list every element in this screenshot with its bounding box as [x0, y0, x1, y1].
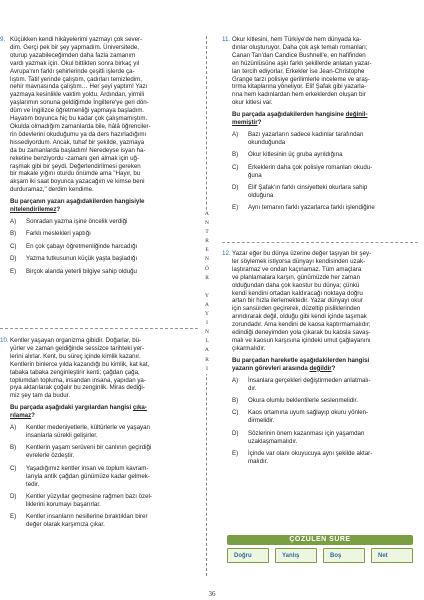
option[interactable]: A) Bazı yazarların sadece kadınlar tarafından okunduğunda	[232, 130, 364, 146]
question-text: Okur kitlesini, hem Türkiye'de hem dünyada ka- dınlar oluşturuyor. Daha çok aşk temalı romanları; Canan Tan'dan Candice Bushnell'e, en hafifinden en hüzünlüsüne aşkı farklı şekillerde anlatan yazar- ları tercih ediyorlar. Erkekler ise Jean-Christophe Grange tarzı polisiye gerilimlerle inceleme ve araş- tırma kitaplarına yöneliyor. Elif Şafak gibi yazarla- rına hem kadınlardan hem erkeklerden oluşan bir okur kitlesi var.	[232, 36, 372, 107]
question-divider	[222, 242, 418, 243]
question-stem: Bu parçada aşağıdakilerden hangisine değinil- memiştir?	[232, 111, 368, 127]
options-list	[232, 377, 418, 466]
option[interactable]: C) En çok çabayı öğretmenliğinde harcadığı	[10, 242, 138, 250]
option[interactable]: D) Sözlerinin önem kazanması için yaşamdan uzaklaşmamalıdır.	[232, 429, 365, 445]
option[interactable]: B) Farklı meslekleri yaptığı	[10, 230, 91, 238]
question-11	[222, 36, 418, 217]
option[interactable]: D) Elif Şafak'ın farklı cinsiyetteki okurlara sahip olduğuna	[232, 184, 368, 199]
question-text: Küçükken kendi hikâyelerimi yazmayı çok sever- dim. Gerçi pek bir şey yapmadım. Üniversitede, oturup yazabileceğimden daha fazla zamanım vardı yazmak için. Okul bittikten sonra birkaç yıl Avrupa'nın farklı şehirlerinde çeşitli işlerde ça- lıştım. Tatil yerinde çalıştım, çadırları temizledim, nehir mavnasında çalıştım… Her şeyi yaptım! Yazı yazmaya kesinlikle vaktim yoktu. Ardından, yirmili yaşlarımın sonuna geldiğimde İngiltere'ye geri dön- düm ve İngilizce öğretmenliği yapmaya başladım. Hayatım boyunca hiç bu kadar çok çalışmamıştım. Okulda olmadığım zamanlarda bile, hâlâ öğrenciler- rin ödevlerini okuduğumu ya da ders hazırladığımı hissediyordum. Ancak, tuhaf bir şekilde, yazmaya da bu zamanlarda başladım! Neredeyse isyan ha- reketine benziyordu -zamanı geri almak için uğ- raşmak gibi bir şeydi. Değerlendirilmesi gereken bir makale yığını oturdu önümde ama "Hayır, bu akşam iki saat boyunca yazacağım ve kimse beni durduramaz," derdim kendime.	[10, 36, 151, 194]
solved-time-panel	[225, 535, 415, 565]
empty-count-box[interactable]: Boş	[323, 548, 365, 563]
question-divider	[0, 328, 198, 329]
wrong-count-box[interactable]: Yanlış	[275, 548, 317, 563]
publisher-vertical-label: A N T R E N Ö R Y A Y I N L A R I	[202, 210, 212, 374]
option[interactable]: E) İçinde var olanı okuyucuya aynı şekilde aktar- malıdır.	[232, 449, 373, 465]
question-number: 11.	[222, 36, 231, 43]
option[interactable]: C) Kaos ortamına uyum sağlayıp okuru yönlen- dirmelidir.	[232, 409, 369, 425]
question-number: 12.	[222, 250, 231, 257]
option[interactable]: B) Okura olumlu beklentilerle seslenmelidir.	[232, 396, 358, 404]
score-boxes	[227, 548, 413, 563]
question-text: Kentler yaşayan organizma gibidir. Doğarlar, bü- yürler ve zaman geldiğinde sessizce tarihteki yer- lerini alırlar. Kent, bu süreç içinde kimlik kazanır. Kentlerin binlerce yılda kazandığı bu kimlik, kat kat, tabaka tabaka zenginleştirir kenti; çağdan çağa, toplumdan topluma, insandan insana, yapıdan ya- pıya aktarılarak çoğalır bu zenginlik. Miras dediği- miz şey tam da budur.	[10, 337, 150, 400]
option[interactable]: B) Okur kitlesinin üç gruba ayrıldığına	[232, 151, 343, 159]
option[interactable]: C) Erkeklerin daha çok polisiye romanları okudu- ğuna	[232, 163, 373, 179]
option[interactable]: C) Yaşadığımız kentler insan ve toplum kavram- larıyla antik çağdan günümüze kadar gelmek- tedir.	[10, 464, 150, 488]
solved-time-title: ÇÖZÜLEN SÜRE	[227, 535, 413, 545]
option[interactable]: E) Aynı temanın farklı yazarlarca farklı işlendiğine	[232, 204, 375, 212]
option[interactable]: A) Sonradan yazma işine öncelik verdiği	[10, 217, 128, 225]
options-list	[10, 218, 198, 276]
question-number: 9.	[0, 36, 6, 43]
question-stem: Bu parçanın yazarı aşağıdakilerden hangisiyle nitelendirilemez?	[10, 198, 145, 214]
question-stem: Bu parçada aşağıdaki yargılardan hangisi çıka- rılamaz?	[10, 404, 147, 420]
question-9	[0, 36, 198, 280]
option[interactable]: A) İnsanlara gerçekleri değiştirmeden anlatmalı- dır.	[232, 376, 371, 392]
options-list	[10, 424, 198, 529]
option[interactable]: D) Yazma tutkusunun küçük yaşta başladığı	[10, 255, 138, 263]
question-12	[222, 250, 418, 470]
correct-count-box[interactable]: Doğru	[227, 548, 269, 563]
question-10	[0, 337, 198, 534]
net-count-box[interactable]: Net	[371, 548, 413, 563]
option[interactable]: E) Birçok alanda yeterli bilgiye sahip olduğu	[10, 267, 137, 275]
option[interactable]: A) Kentler medeniyetlerle, kültürlerle ve yaşayan insanlarla sürekli gelişirler.	[10, 424, 150, 439]
question-stem: Bu parçadan hareketle aşağıdakilerden hangisi yazarın görevleri arasında değildir?	[232, 356, 370, 372]
question-number: 10.	[0, 337, 9, 344]
page-number: 36	[208, 590, 216, 598]
options-list	[232, 131, 418, 212]
option[interactable]: E) Kentler insanların nesillerine bıraktıkları birer değer olarak karşımıza çıkar.	[10, 513, 148, 529]
option[interactable]: B) Kentlerin yaşam serüveni bir canlının geçirdiği evrelerle özdeştir.	[10, 444, 152, 460]
question-text: Yazar eğer bu dünya üzerine değer taşıyan bir şey- ler söylemek istiyorsa dünyayı kendisinden uzak- laştıramaz ve ondan kaçınamaz. Tüm amaçlara ve planlamalara karşın, günümüzde her zaman olduğundan daha çok kaostur bu dünya; çünkü kendi kendini ortadan kaldıracağı noktaya doğru artan bir hızla ilerlemektedir. Yazar dünyayı okur için sansürden geçirerek, düzeltip pisliklerinden arındırarak değil, olduğu gibi kendi içinde taşımak zorundadır. Ama kendini de kaosa kaptırmamalıdır; edindiği deneyimden yola çıkarak bu kaosla savaş- malı ve kaosun karşısına içindeki umut çağlayanını çıkarmalıdır.	[232, 250, 372, 352]
option[interactable]: D) Kentler yüzyıllar geçmesine rağmen bazı özel- liklerini korumayı başarırlar.	[10, 492, 152, 508]
